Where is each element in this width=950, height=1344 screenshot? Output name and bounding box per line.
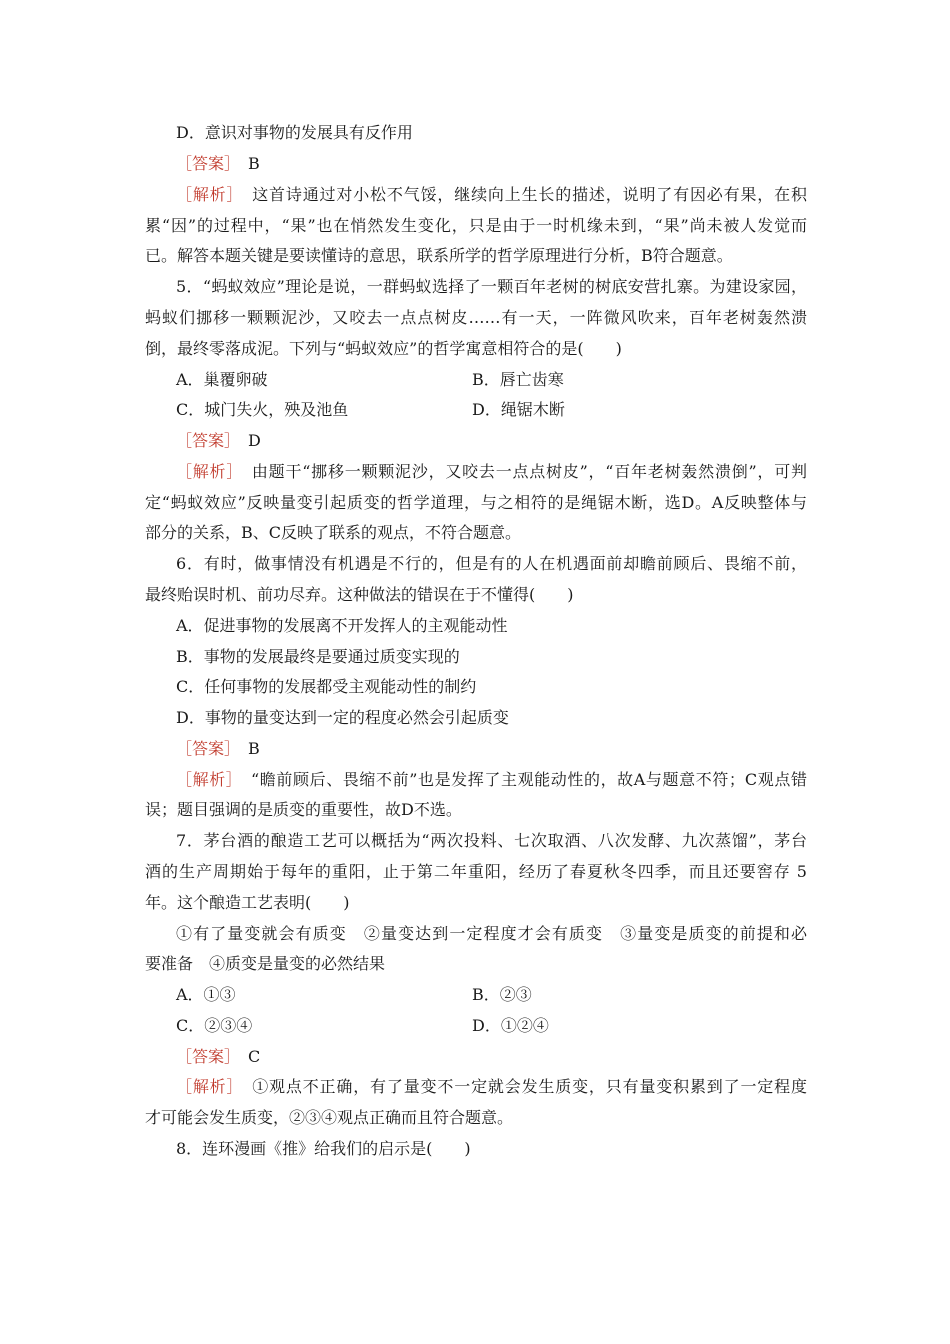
question-6-line-1: 6．有时，做事情没有机遇是不行的，但是有的人在机遇面前却瞻前顾后、畏缩不前， <box>176 554 807 573</box>
analysis-label: ［解析］ <box>176 462 236 481</box>
answer-6 <box>176 738 260 760</box>
analysis-4-line-3: 已。解答本题关键是要读懂诗的意思，联系所学的哲学原理进行分析，B符合题意。 <box>145 246 733 265</box>
question-7-line-2: 酒的生产周期始于每年的重阳，止于第二年重阳，经历了春夏秋冬四季，而且还要窖存 5 <box>145 862 807 881</box>
question-7-statements-line-1: ①有了量变就会有质变 ②量变达到一定程度才会有质变 ③量变是质变的前提和必 <box>176 924 807 943</box>
question-5-option-c: C．城门失火，殃及池鱼 <box>176 400 349 419</box>
question-5-option-a: A．巢覆卵破 <box>176 370 268 389</box>
question-7-option-a: A．①③ <box>176 985 236 1004</box>
analysis-label: ［解析］ <box>176 1077 236 1096</box>
analysis-7-line-2: 才可能会发生质变，②③④观点正确而且符合题意。 <box>145 1108 514 1127</box>
analysis-7-line-1: ［解析］ ①观点不正确，有了量变不一定就会发生质变，只有量变积累到了一定程度 <box>176 1077 807 1096</box>
question-5-line-2: 蚂蚁们挪移一颗颗泥沙，又咬去一点点树皮……有一天，一阵微风吹来，百年老树轰然溃 <box>145 308 807 327</box>
answer-value: D <box>248 431 261 450</box>
analysis-5-line-1: ［解析］ 由题干“挪移一颗颗泥沙，又咬去一点点树皮”，“百年老树轰然溃倒”，可判 <box>176 462 807 481</box>
analysis-6-line-2: 误；题目强调的是质变的重要性，故D不选。 <box>145 800 462 819</box>
question-7-line-3: 年。这个酿造工艺表明( ) <box>145 893 350 912</box>
analysis-5-line-2: 定“蚂蚁效应”反映量变引起质变的哲学道理，与之相符的是绳锯木断，选D。A反映整体与 <box>145 493 807 512</box>
question-8-line-1: 8．连环漫画《推》给我们的启示是( ) <box>176 1139 471 1158</box>
question-7-line-1: 7．茅台酒的酿造工艺可以概括为“两次投料、七次取酒、八次发酵、九次蒸馏”，茅台 <box>176 831 807 850</box>
question-5-option-b: B．唇亡齿寒 <box>472 370 564 389</box>
answer-7 <box>176 1046 260 1068</box>
question-7-option-d: D．①②④ <box>472 1016 549 1035</box>
question-5-line-1: 5．“蚂蚁效应”理论是说，一群蚂蚁选择了一颗百年老树的树底安营扎寨。为建设家园， <box>176 277 807 296</box>
question-6-option-b: B．事物的发展最终是要通过质变实现的 <box>176 647 460 666</box>
answer-5 <box>176 430 261 452</box>
analysis-label: ［解析］ <box>176 770 235 789</box>
analysis-5-line-3: 部分的关系，B、C反映了联系的观点，不符合题意。 <box>145 523 522 542</box>
question-7-statements-line-2: 要准备 ④质变是量变的必然结果 <box>145 954 386 973</box>
analysis-6-line-1: ［解析］ “瞻前顾后、畏缩不前”也是发挥了主观能动性的，故A与题意不符；C观点错 <box>176 770 807 789</box>
analysis-4-line-1: ［解析］ 这首诗通过对小松不气馁，继续向上生长的描述，说明了有因必有果，在积 <box>176 185 807 204</box>
answer-label: ［答案］ <box>176 431 233 450</box>
answer-value: B <box>248 739 260 758</box>
question-7-option-b: B．②③ <box>472 985 532 1004</box>
question-6-option-d: D．事物的量变达到一定的程度必然会引起质变 <box>176 708 509 727</box>
answer-label: ［答案］ <box>176 154 233 173</box>
question-5-option-d: D．绳锯木断 <box>472 400 565 419</box>
answer-4 <box>176 153 260 175</box>
question-6-option-c: C．任何事物的发展都受主观能动性的制约 <box>176 677 477 696</box>
question-6-line-2: 最终贻误时机、前功尽弃。这种做法的错误在于不懂得( ) <box>145 585 574 604</box>
analysis-4-line-2: 累“因”的过程中，“果”也在悄然发生变化，只是由于一时机缘未到，“果”尚未被人发觉而 <box>145 216 807 235</box>
question-7-option-c: C．②③④ <box>176 1016 253 1035</box>
question-6-option-a: A．促进事物的发展离不开发挥人的主观能动性 <box>176 616 508 635</box>
answer-label: ［答案］ <box>176 1047 233 1066</box>
answer-label: ［答案］ <box>176 739 233 758</box>
answer-value: B <box>248 154 260 173</box>
question-4-option-d: D．意识对事物的发展具有反作用 <box>176 123 413 142</box>
answer-value: C <box>248 1047 261 1066</box>
analysis-label: ［解析］ <box>176 185 236 204</box>
question-5-line-3: 倒，最终零落成泥。下列与“蚂蚁效应”的哲学寓意相符合的是( ) <box>145 339 622 358</box>
